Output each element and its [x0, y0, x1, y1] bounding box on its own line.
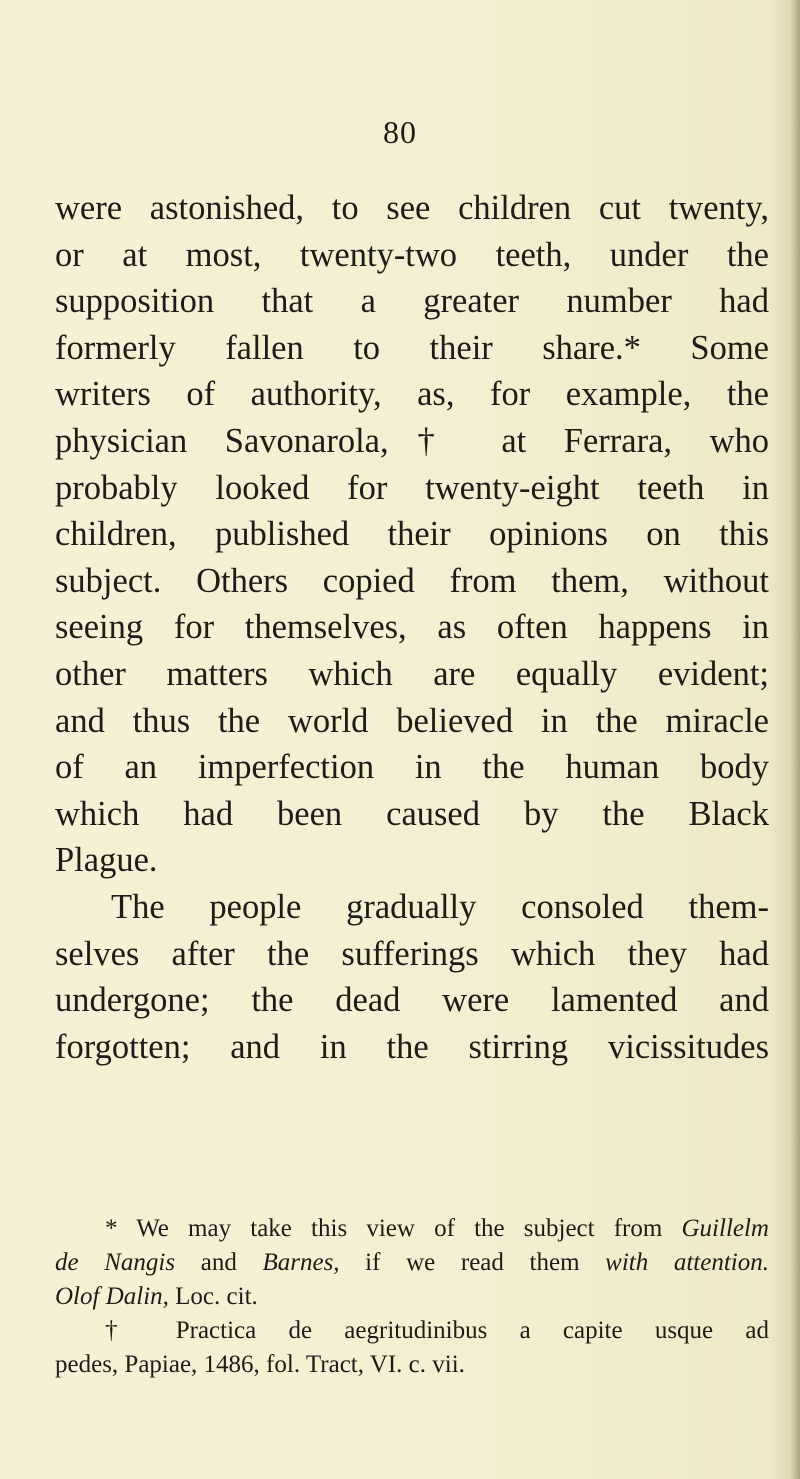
- text-line: selves after the sufferings which they had: [55, 934, 769, 973]
- text-line: undergone; the dead were lamented and: [55, 981, 769, 1020]
- page-number: 80: [383, 114, 417, 150]
- page-edge-shadow: [790, 0, 800, 1479]
- body-text: [55, 185, 769, 1070]
- text-line: supposition that a greater number had: [55, 282, 769, 321]
- text-line: The people gradually consoled them-: [111, 887, 769, 926]
- footnote-text: Loc. cit.: [168, 1283, 258, 1310]
- text-line: other matters which are equally evident;: [55, 654, 769, 693]
- text-line: were astonished, to see children cut twenty,: [55, 189, 769, 227]
- footnote-1-line-2: [55, 1246, 769, 1280]
- footnote-text: if we read them: [339, 1249, 606, 1276]
- footnote-emphasis: with attention.: [605, 1249, 769, 1276]
- text-line: or at most, twenty-two teeth, under the: [55, 235, 769, 274]
- text-line: seeing for themselves, as often happens in: [55, 608, 769, 647]
- text-line: writers of authority, as, for example, the: [55, 375, 769, 414]
- text-line: subject. Others copied from them, without: [55, 561, 769, 600]
- text-line: Plague.: [55, 841, 158, 880]
- footnote-1-line-3: [55, 1280, 769, 1314]
- footnote-text: and: [175, 1249, 263, 1276]
- text-line: formerly fallen to their share.* Some: [55, 328, 769, 367]
- text-line: which had been caused by the Black: [55, 794, 769, 833]
- text-line: children, published their opinions on this: [55, 515, 769, 554]
- text-line: probably looked for twenty-eight teeth in: [55, 468, 769, 507]
- footnote-1-line-1: [55, 1212, 769, 1246]
- footnote-text: * We may take this view of the subject from: [105, 1215, 682, 1242]
- footnote-2-line-1: † Practica de aegritudinibus a capite usque ad: [105, 1317, 769, 1344]
- footnote-author: Guillelm: [681, 1215, 769, 1242]
- footnote-author: de Nangis: [55, 1249, 176, 1276]
- footnote-author: Barnes,: [262, 1249, 340, 1276]
- footnote-2-line-2: pedes, Papiae, 1486, fol. Tract, VI. c. vii.: [55, 1351, 465, 1378]
- footnote-author: Olof Dalin,: [55, 1283, 169, 1310]
- footnotes: [55, 1212, 769, 1382]
- text-line: forgotten; and in the stirring vicissitudes: [55, 1027, 769, 1066]
- text-line: physician Savonarola,† at Ferrara, who: [55, 421, 769, 460]
- text-line: and thus the world believed in the miracle: [55, 701, 769, 740]
- text-line: of an imperfection in the human body: [55, 748, 769, 787]
